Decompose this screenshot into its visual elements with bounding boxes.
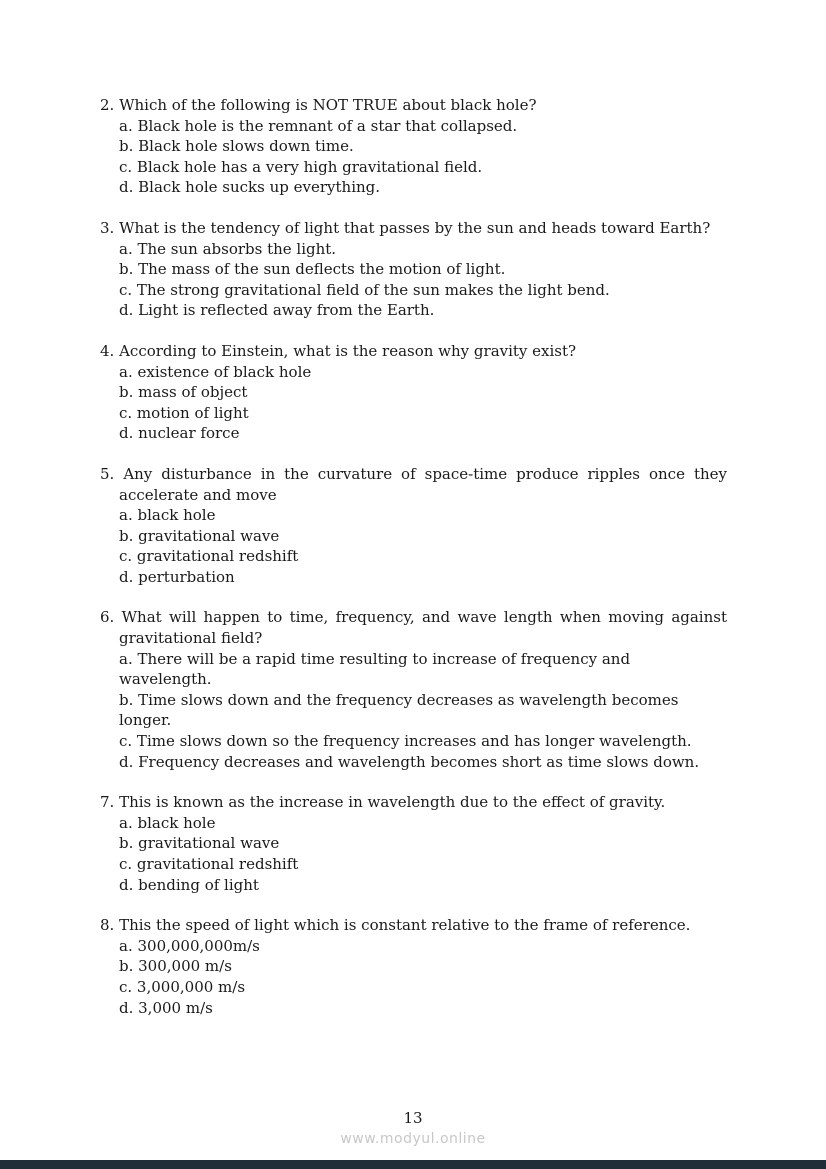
bottom-border-bar — [0, 1160, 826, 1169]
answer-option: c. The strong gravitational field of the sun makes the light bend. — [119, 280, 610, 299]
question-number: 7. — [100, 793, 115, 812]
question-7 — [100, 792, 727, 895]
answer-option: a. 300,000,000m/s — [119, 936, 260, 955]
question-number: 8. — [100, 916, 115, 935]
answer-option: a. Black hole is the remnant of a star that collapsed. — [119, 116, 518, 135]
page-number: 13 — [403, 1109, 423, 1127]
question-5 — [100, 464, 727, 588]
question-4 — [100, 341, 727, 444]
answer-option: b. Time slows down and the frequency decreases as wavelength becomes longer. — [119, 690, 679, 730]
question-6 — [100, 607, 727, 772]
question-text: What will happen to time, frequency, and wave length when moving against gravitational field? — [119, 608, 727, 648]
question-number: 3. — [100, 218, 115, 237]
answer-option: c. gravitational redshift — [119, 855, 299, 873]
question-text: This the speed of light which is constant relative to the frame of reference. — [119, 916, 691, 935]
question-number: 5. — [100, 464, 115, 483]
question-line — [100, 218, 727, 239]
question-2 — [100, 95, 727, 198]
question-8 — [100, 915, 727, 1018]
question-text: This is known as the increase in wavelength due to the effect of gravity. — [119, 793, 666, 812]
answer-option: a. existence of black hole — [119, 362, 312, 381]
question-line — [100, 607, 727, 648]
question-3 — [100, 218, 727, 321]
question-text: Any disturbance in the curvature of space-time produce ripples once they accelerate and move — [119, 464, 727, 504]
answer-option: d. Light is reflected away from the Earth. — [119, 301, 435, 320]
answer-option: b. 300,000 m/s — [119, 957, 232, 976]
answer-option: b. Black hole slows down time. — [119, 137, 354, 156]
answer-option: c. gravitational redshift — [119, 547, 299, 566]
answer-option: c. 3,000,000 m/s — [119, 977, 246, 996]
answer-option: d. 3,000 m/s — [119, 998, 213, 1017]
answer-option: d. nuclear force — [119, 424, 240, 443]
question-line — [100, 792, 727, 813]
answer-option: b. gravitational wave — [119, 526, 280, 545]
answer-option: b. mass of object — [119, 383, 248, 402]
answer-option: d. perturbation — [119, 567, 235, 586]
answer-option: a. The sun absorbs the light. — [119, 239, 337, 258]
question-number: 2. — [100, 96, 115, 114]
answer-option: c. Time slows down so the frequency increases and has longer wavelength. — [119, 732, 692, 751]
answer-option: d. Frequency decreases and wavelength becomes short as time slows down. — [119, 752, 700, 771]
page-footer — [0, 1109, 826, 1147]
watermark: www.modyul.online — [340, 1131, 486, 1147]
answer-option: c. Black hole has a very high gravitational field. — [119, 157, 483, 176]
answer-option: a. There will be a rapid time resulting to increase of frequency and wavelength. — [119, 649, 631, 689]
question-number: 6. — [100, 608, 115, 627]
answer-option: d. Black hole sucks up everything. — [119, 178, 381, 197]
question-text: What is the tendency of light that passes by the sun and heads toward Earth? — [119, 218, 711, 237]
answer-option: a. black hole — [119, 506, 216, 525]
question-number: 4. — [100, 341, 115, 360]
answer-option: b. gravitational wave — [119, 834, 280, 853]
answer-option: c. motion of light — [119, 403, 249, 422]
question-line — [100, 95, 727, 116]
answer-option: b. The mass of the sun deflects the motion of light. — [119, 260, 506, 279]
question-line — [100, 915, 727, 936]
question-line — [100, 464, 727, 505]
question-text: According to Einstein, what is the reason why gravity exist? — [119, 341, 577, 360]
question-line — [100, 341, 727, 362]
answer-option: a. black hole — [119, 813, 216, 832]
question-text: Which of the following is NOT TRUE about black hole? — [119, 96, 537, 114]
answer-option: d. bending of light — [119, 875, 259, 894]
